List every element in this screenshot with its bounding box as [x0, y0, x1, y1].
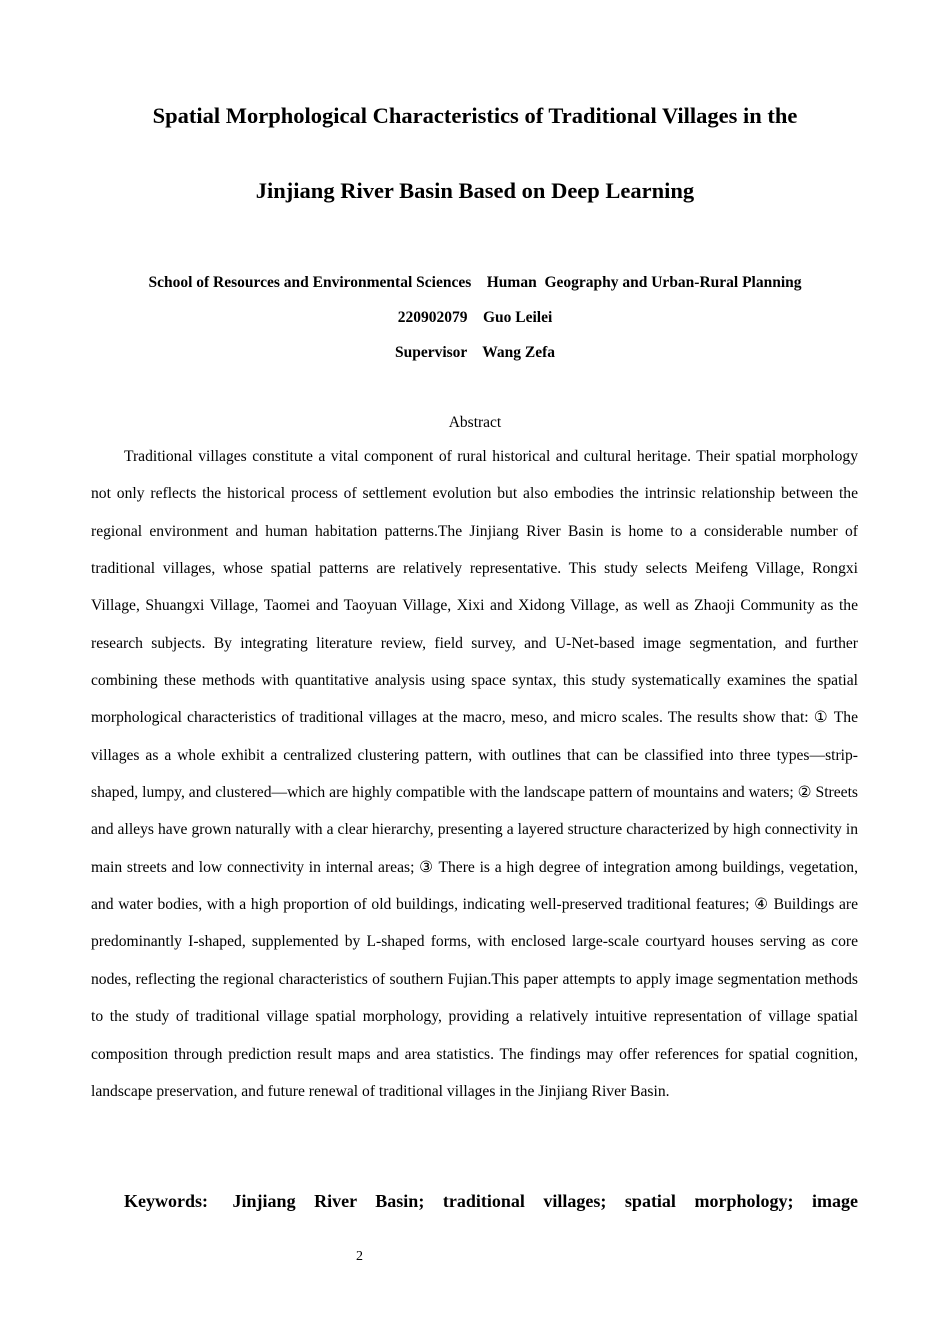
supervisor: Supervisor Wang Zefa: [394, 344, 556, 361]
student-id-and-name: 220902079 Guo Leilei: [397, 309, 553, 326]
abstract-body: Traditional villages constitute a vital component of rural historical and cultural heritage. Their spatial morphology not only reflects the historical process of settlement evolution but also embodies the intrinsic relationship between the regional environment and human habitation patterns.The Jinjiang River Basin is home to a considerable number of traditional villages, whose spatial patterns are relatively representative. This study selects Meifeng Village, Rongxi Village, Shuangxi Village, Taomei and Taoyuan Village, Xixi and Xidong Village, as well as Zhaoji Community as the research subjects. By integrating literature review, field survey, and U-Net-based image segmentation, and further combining these methods with quantitative analysis using space syntax, this study systematically examines the spatial morphological characteristics of traditional villages at the macro, meso, and micro scales. The results show that: ① The villages as a whole exhibit a centralized clustering pattern, with outlines that can be classified into three types—strip-shaped, lumpy, and clustered—which are highly compatible with the landscape pattern of mountains and waters; ② Streets and alleys have grown naturally with a clear hierarchy, presenting a layered structure characterized by high connectivity in main streets and low connectivity in internal areas; ③ There is a high degree of integration among buildings, vegetation, and water bodies, with a high proportion of old buildings, indicating well-preserved traditional features; ④ Buildings are predominantly I-shaped, supplemented by L-shaped forms, with enclosed large-scale courtyard houses serving as core nodes, reflecting the regional characteristics of southern Fujian.This paper attempts to apply image segmentation methods to the study of traditional village spatial morphology, providing a relatively intuitive representation of village spatial composition through prediction result maps and area statistics. The findings may offer references for spatial cognition, landscape preservation, and future renewal of traditional villages in the Jinjiang River Basin.: [91, 448, 858, 1100]
keywords-label: Keywords:: [124, 1191, 208, 1211]
keywords-text: Jinjiang River Basin; traditional villages; spatial morphology; image: [232, 1191, 858, 1211]
paper-title-line-2: Jinjiang River Basin Based on Deep Learning: [255, 178, 695, 203]
paper-title-line-1: Spatial Morphological Characteristics of Traditional Villages in the: [152, 103, 798, 128]
abstract-heading: Abstract: [448, 414, 502, 431]
page-number: 2: [356, 1249, 363, 1264]
keywords-line: [91, 1186, 858, 1216]
school-and-major: School of Resources and Environmental Sciences Human Geography and Urban-Rural Planning: [148, 274, 802, 291]
